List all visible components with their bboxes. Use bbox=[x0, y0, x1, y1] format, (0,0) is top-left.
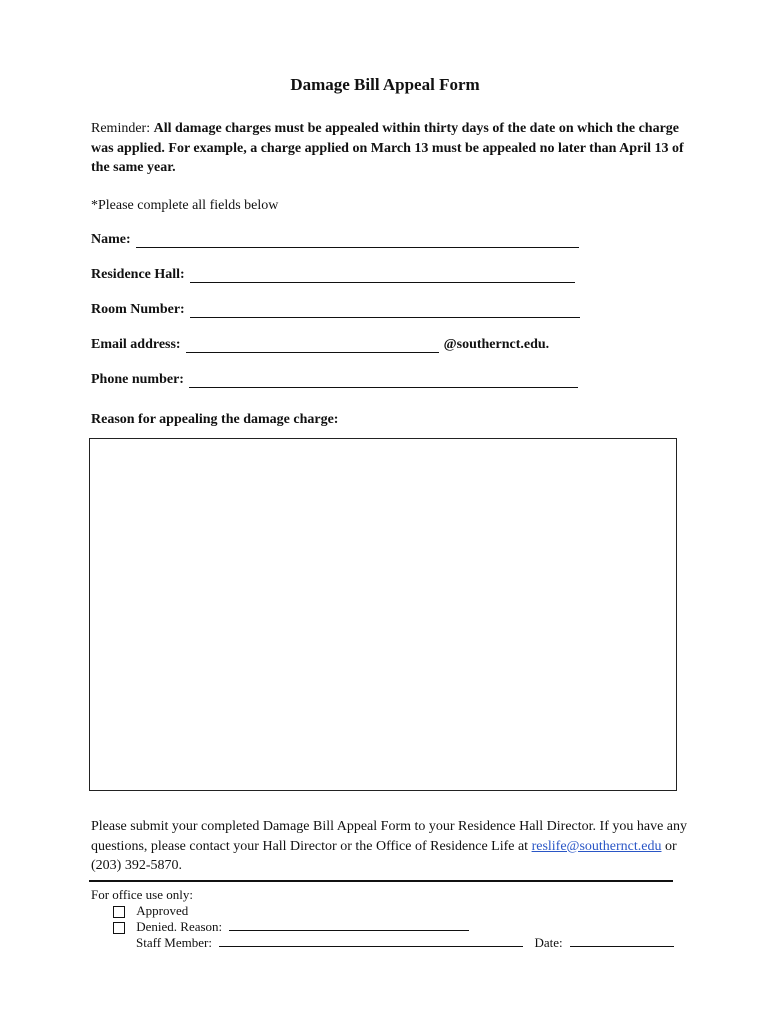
denied-option[interactable] bbox=[113, 919, 469, 935]
reason-textarea[interactable] bbox=[89, 438, 677, 791]
email-input-line[interactable] bbox=[186, 338, 439, 353]
submit-text: Please submit your completed Damage Bill Appeal Form to your Residence Hall Director. If you have any questions, please contact your Hall Director or the Office of Residence Life at bbox=[91, 819, 688, 854]
approved-checkbox[interactable] bbox=[113, 906, 125, 918]
residence-hall-label: Residence Hall: bbox=[91, 267, 185, 282]
instruction-text: *Please complete all fields below bbox=[91, 198, 279, 213]
section-divider bbox=[89, 880, 673, 882]
approved-label: Approved bbox=[136, 903, 189, 918]
reminder-text bbox=[91, 119, 691, 178]
staff-member-label: Staff Member: bbox=[136, 935, 212, 950]
denied-reason-line[interactable] bbox=[229, 920, 469, 931]
reslife-email-link[interactable]: reslife@southernct.edu bbox=[531, 838, 662, 854]
date-label: Date: bbox=[534, 935, 563, 950]
staff-member-line[interactable] bbox=[219, 936, 523, 947]
denied-checkbox[interactable] bbox=[113, 922, 125, 934]
submit-instructions bbox=[91, 817, 691, 876]
residence-hall-input-line[interactable] bbox=[190, 268, 575, 283]
phone-label: Phone number: bbox=[91, 372, 184, 387]
office-use-heading: For office use only: bbox=[91, 887, 193, 902]
room-number-field[interactable] bbox=[91, 302, 580, 318]
approved-option[interactable] bbox=[113, 903, 188, 919]
name-input-line[interactable] bbox=[136, 233, 579, 248]
phone-input-line[interactable] bbox=[189, 373, 578, 388]
reminder-prefix: Reminder: bbox=[91, 121, 154, 136]
email-field[interactable] bbox=[91, 337, 549, 353]
reason-label: Reason for appealing the damage charge: bbox=[91, 412, 339, 427]
name-field[interactable] bbox=[91, 232, 579, 248]
form-title: Damage Bill Appeal Form bbox=[290, 75, 480, 94]
residence-hall-field[interactable] bbox=[91, 267, 575, 283]
submit-phone: or (203) 392-5870. bbox=[91, 838, 677, 873]
denied-label: Denied. Reason: bbox=[136, 919, 223, 934]
date-line[interactable] bbox=[570, 936, 674, 947]
room-number-input-line[interactable] bbox=[190, 303, 580, 318]
email-label: Email address: bbox=[91, 337, 181, 352]
reminder-body: All damage charges must be appealed within thirty days of the date on which the charge was applied. For example, a charge applied on March 13 must be appealed no later than April 13 of the same year. bbox=[91, 121, 684, 175]
phone-field[interactable] bbox=[91, 372, 578, 388]
room-number-label: Room Number: bbox=[91, 302, 185, 317]
staff-member-row bbox=[136, 935, 674, 951]
name-label: Name: bbox=[91, 232, 131, 247]
email-domain-suffix: @southernct.edu. bbox=[443, 337, 550, 352]
